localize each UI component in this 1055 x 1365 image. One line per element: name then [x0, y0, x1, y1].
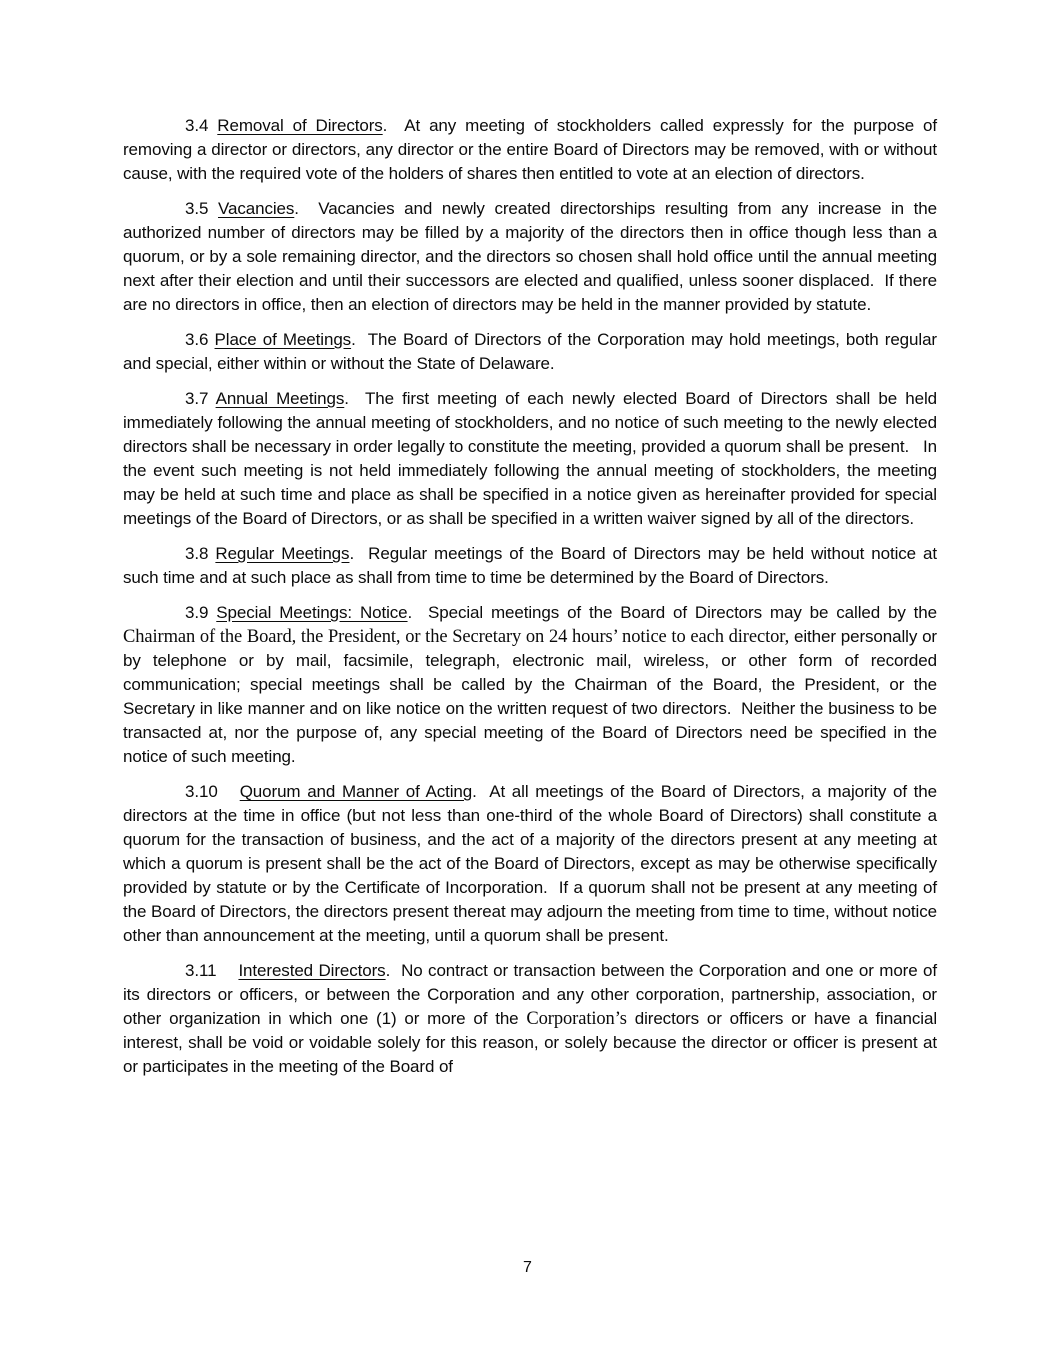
section-title: Removal of Directors — [217, 116, 383, 135]
section-3-8 — [123, 542, 937, 590]
section-body: No contract or transaction between the Corporation and one or more of its directors or officers, or between the Corporation and any other corporation, partnership, association, or other organization in which one (1) or more of the — [123, 961, 938, 1028]
section-number: 3.8 — [185, 544, 209, 563]
section-number: 3.9 — [185, 603, 209, 622]
section-3-9 — [123, 601, 937, 769]
section-3-11 — [123, 959, 937, 1079]
section-number: 3.6 — [185, 330, 209, 349]
title-separator: . — [349, 544, 362, 563]
section-body: At all meetings of the Board of Directors, a majority of the directors at the time in office (but not less than one-third of the whole Board of Directors) shall constitute a quorum for the transaction of business, and the act of a majority of the directors present at any meeting at which a quorum is present shall be the act of the Board of Directors, except as may be otherwise specifically provided by statute or by the Certificate of Incorporation. If a quorum shall not be present at any meeting of the Board of Directors, the directors present thereat may adjourn the meeting from time to time, without notice other than announcement at the meeting, until a quorum shall be present. — [123, 782, 937, 945]
title-separator: . — [407, 603, 421, 622]
title-separator: . — [294, 199, 309, 218]
section-body: The Board of Directors of the Corporation may hold meetings, both regular and special, either within or without the State of Delaware. — [123, 330, 937, 373]
section-body: At any meeting of stockholders called expressly for the purpose of removing a director or directors, any director or the entire Board of Directors may be removed, with or without cause, with the required vote of the holders of shares then entitled to vote at an election of directors. — [123, 116, 938, 183]
section-number: 3.10 — [185, 782, 218, 801]
title-separator: . — [344, 389, 358, 408]
section-number: 3.4 — [185, 116, 209, 135]
section-body: Regular meetings of the Board of Directors may be held without notice at such time and at such place as shall from time to time be determined by the Board of Directors. — [123, 544, 938, 587]
section-title: Annual Meetings — [215, 389, 345, 408]
section-title: Regular Meetings — [215, 544, 350, 563]
section-3-7 — [123, 387, 937, 531]
section-3-10 — [123, 780, 937, 948]
section-body: The first meeting of each newly elected Board of Directors shall be held immediately following the annual meeting of stockholders, and no notice of such meeting to the newly elected directors shall be necessary in order legally to constitute the meeting, provided a quorum shall be present. In the event such meeting is not held immediately following the annual meeting of stockholders, the meeting may be held at such time and place as shall be specified in a notice given as hereinafter provided for special meetings of the Board of Directors, or as shall be specified in a written waiver signed by all of the directors. — [123, 389, 937, 528]
page-number: 7 — [523, 1259, 532, 1276]
section-3-4 — [123, 114, 937, 186]
section-number: 3.7 — [185, 389, 209, 408]
section-3-6 — [123, 328, 937, 376]
section-body: Special meetings of the Board of Directors may be called by the — [428, 603, 938, 622]
section-number: 3.11 — [185, 961, 217, 980]
title-separator: . — [351, 330, 362, 349]
section-body-serif-segment: Chairman of the Board, the President, or the Secretary on 24 hours’ notice to each director, — [123, 627, 790, 647]
title-separator: . — [382, 116, 397, 135]
section-body: Vacancies and newly created directorships resulting from any increase in the authorized number of directors may be filled by a majority of the directors then in office though less than a quorum, or by a sole remaining director, and the directors so chosen shall hold office until the annual meeting next after their election and until their successors are elected and qualified, unless sooner displaced. If there are no directors in office, then an election of directors may be held in the manner provided by statute. — [123, 199, 937, 314]
section-title: Vacancies — [218, 199, 295, 218]
section-number: 3.5 — [185, 199, 209, 218]
title-separator: . — [385, 961, 396, 980]
section-3-5 — [123, 197, 937, 317]
section-body-serif-segment: Corporation’s — [526, 1009, 627, 1029]
section-title: Quorum and Manner of Acting — [239, 782, 473, 801]
title-separator: . — [472, 782, 484, 801]
section-title: Interested Directors — [238, 961, 386, 980]
section-title: Special Meetings: Notice — [216, 603, 408, 622]
section-title: Place of Meetings — [214, 330, 352, 349]
document-body — [123, 114, 937, 1090]
section-body-continued: either personally or by telephone or by mail, facsimile, telegraph, electronic mail, wireless, or other form of recorded communication; special meetings shall be called by the Chairman of the Board, the President, or the Secretary in like manner and on like notice on the written request of two directors. Neither the business to be transacted at, nor the purpose of, any special meeting of the Board of Directors need be specified in the notice of such meeting. — [123, 627, 937, 766]
section-body-continued: directors or officers or have a financial interest, shall be void or voidable solely for this reason, or solely because the director or officer is present at or participates in the meeting of the Board of — [123, 1009, 937, 1076]
